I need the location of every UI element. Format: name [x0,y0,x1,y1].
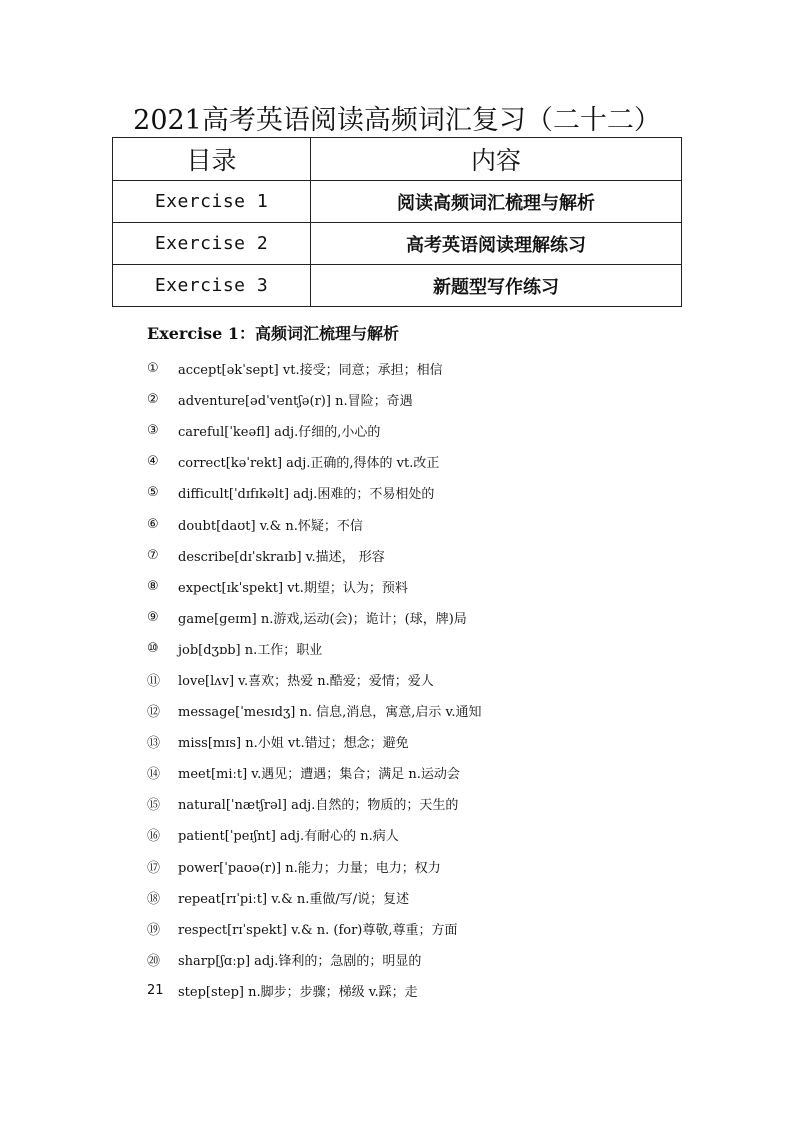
vocab-item [147,446,481,477]
vocab-entry: natural[ˈnætʃrəl] adj.自然的；物质的；天生的 [178,798,459,814]
toc-exercise-cell: Exercise 2 [113,223,311,265]
vocab-item [147,975,481,1006]
vocab-item [147,602,481,633]
vocab-entry: accept[əkˈsept] vt.接受；同意；承担；相信 [178,363,443,379]
vocab-entry: love[lʌv] v.喜欢；热爱 n.酷爱；爱情；爱人 [178,673,434,689]
vocab-entry: careful[ˈkeəfl] adj.仔细的,小心的 [178,425,381,441]
vocab-entry: power[ˈpaʊə(r)] n.能力；力量；电力；权力 [178,860,441,876]
vocab-entry: step[step] n.脚步；步骤；梯级 v.踩；走 [178,984,418,1000]
vocab-entry: game[ɡeɪm] n.游戏,运动(会)；诡计；(球，牌)局 [178,611,467,627]
toc-row [113,265,682,307]
vocab-entry: doubt[daʊt] v.& n.怀疑；不信 [178,518,363,534]
vocab-number: ② [147,392,159,408]
vocab-item [147,508,481,539]
section-heading: Exercise 1：高频词汇梳理与解析 [147,324,400,343]
vocab-entry: correct[kəˈrekt] adj.正确的,得体的 vt.改正 [178,456,440,472]
vocab-number: ④ [147,454,159,470]
vocab-number: ⑨ [147,609,159,625]
vocab-item [147,851,481,882]
vocab-entry: difficult[ˈdɪfɪkəlt] adj.困难的；不易相处的 [178,487,435,503]
vocab-item [147,571,481,602]
vocab-entry: describe[dɪˈskraɪb] v.描述， 形容 [178,549,385,565]
vocab-number: ⑯ [147,829,161,845]
vocab-entry: sharp[ʃɑːp] adj.锋利的；急剧的；明显的 [178,953,422,969]
vocab-item [147,913,481,944]
vocab-item [147,695,481,726]
vocab-number: ⑧ [147,578,159,594]
toc-header-catalog: 目录 [113,138,311,181]
vocab-number: ⑮ [147,798,161,814]
toc-content-cell: 阅读高频词汇梳理与解析 [311,181,682,223]
vocab-item [147,944,481,975]
vocab-number: ⑳ [147,953,161,969]
vocab-entry: message[ˈmesɪdʒ] n. 信息,消息，寓意,启示 v.通知 [178,705,482,721]
vocab-entry: repeat[rɪˈpiːt] v.& n.重做/写/说；复述 [178,891,410,907]
vocab-number: ⑤ [147,485,159,501]
toc-table [112,137,682,307]
vocab-item [147,415,481,446]
vocab-entry: job[dʒɒb] n.工作；职业 [178,642,323,658]
toc-header-row [113,138,682,181]
toc-content-cell: 新题型写作练习 [311,265,682,307]
vocab-number: ⑥ [147,516,159,532]
vocab-entry: expect[ɪkˈspekt] vt.期望；认为；预料 [178,580,408,596]
vocab-number: ⑰ [147,860,161,876]
vocab-list [147,353,481,1006]
vocab-item [147,384,481,415]
vocab-entry: respect[rɪˈspekt] v.& n. (for)尊敬,尊重；方面 [178,922,458,938]
vocab-item [147,477,481,508]
vocab-number: ⑫ [147,705,161,721]
vocab-number: ① [147,361,159,377]
vocab-item [147,882,481,913]
toc-row [113,181,682,223]
toc-row [113,223,682,265]
toc-exercise-cell: Exercise 3 [113,265,311,307]
vocab-item [147,633,481,664]
vocab-number: ⑬ [147,736,161,752]
toc-content-cell: 高考英语阅读理解练习 [311,223,682,265]
vocab-number: ③ [147,423,159,439]
vocab-entry: meet[miːt] v.遇见；遭遇；集合；满足 n.运动会 [178,767,460,783]
vocab-number: ⑦ [147,547,159,563]
vocab-number: ⑱ [147,891,161,907]
vocab-number: ⑩ [147,640,159,656]
vocab-entry: patient[ˈpeɪʃnt] adj.有耐心的 n.病人 [178,829,399,845]
document-title: 2021高考英语阅读高频词汇复习（二十二） [133,105,661,136]
vocab-item [147,819,481,850]
vocab-entry: miss[mɪs] n.小姐 vt.错过；想念；避免 [178,736,409,752]
vocab-item [147,664,481,695]
vocab-item [147,540,481,571]
vocab-number: ⑲ [147,922,161,938]
toc-header-content: 内容 [311,138,682,181]
vocab-number: ⑪ [147,673,161,689]
vocab-number: ⑭ [147,767,161,783]
vocab-item [147,788,481,819]
vocab-number: 21 [147,982,164,998]
vocab-entry: adventure[ədˈventʃə(r)] n.冒险；奇遇 [178,394,413,410]
vocab-item [147,726,481,757]
toc-exercise-cell: Exercise 1 [113,181,311,223]
vocab-item [147,353,481,384]
vocab-item [147,757,481,788]
